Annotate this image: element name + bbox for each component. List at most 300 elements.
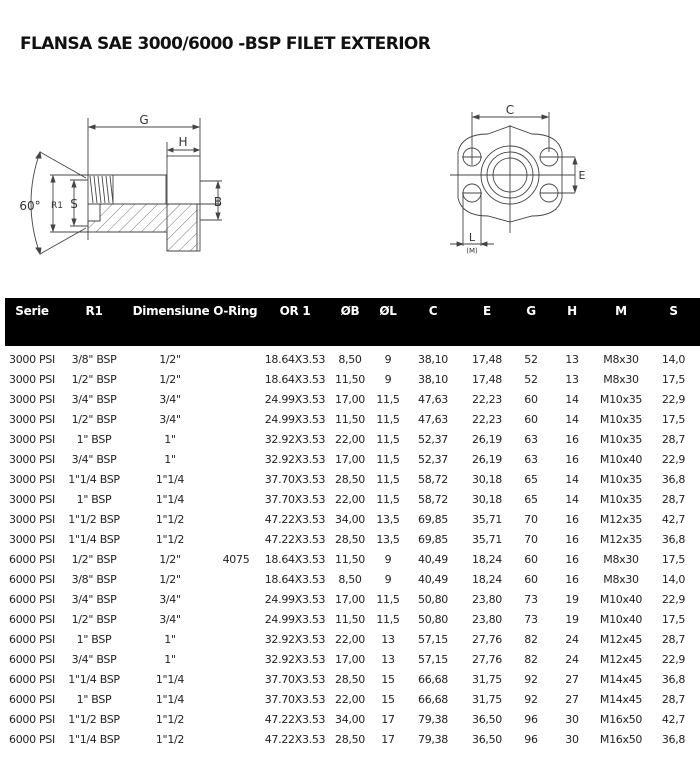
table-cell: 60 xyxy=(524,552,538,566)
table-cell: 28,50 xyxy=(335,672,365,686)
table-cell: 17,48 xyxy=(472,352,502,366)
table-cell: 37.70X3.53 xyxy=(264,492,326,506)
table-cell: 36,50 xyxy=(472,712,502,726)
table-cell: 1"1/4 BSP xyxy=(68,532,120,546)
table-cell: 73 xyxy=(524,592,538,606)
table-cell: 1"1/4 xyxy=(155,472,185,486)
table-cell: 14,0 xyxy=(661,352,686,366)
table-cell: M14x45 xyxy=(599,692,643,706)
table-cell: 17 xyxy=(381,732,395,746)
table-cell: 17 xyxy=(381,712,395,726)
table-cell: 18.64X3.53 xyxy=(264,352,326,366)
table-cell: 3/4" xyxy=(159,392,181,406)
label-c: C xyxy=(505,103,515,117)
table-cell: 3/4" xyxy=(159,592,181,606)
table-row xyxy=(5,629,700,649)
table-cell: 3000 PSI xyxy=(9,532,55,546)
table-body xyxy=(5,346,700,749)
table-cell: 34,00 xyxy=(335,512,365,526)
table-cell: M12x45 xyxy=(599,632,643,646)
table-cell: 52,37 xyxy=(418,432,448,446)
table-cell: 38,10 xyxy=(418,352,448,366)
table-cell: 6000 PSI xyxy=(9,632,55,646)
table-cell: M10x35 xyxy=(599,432,643,446)
table-cell: 26,19 xyxy=(472,452,502,466)
table-row xyxy=(5,549,700,569)
table-cell: 18,24 xyxy=(472,572,502,586)
table-cell: 3/8" BSP xyxy=(71,572,117,586)
table-cell: 1"1/4 BSP xyxy=(68,472,120,486)
front-view-outline xyxy=(450,112,577,246)
table-cell xyxy=(211,429,261,449)
table-cell: 47.22X3.53 xyxy=(264,732,326,746)
table-cell: 3000 PSI xyxy=(9,352,55,366)
hatched-section xyxy=(88,204,197,251)
table-cell: M10x40 xyxy=(599,452,643,466)
table-cell xyxy=(211,469,261,489)
table-cell: 27 xyxy=(565,692,579,706)
table-cell: 23,80 xyxy=(472,592,502,606)
table-cell: 1"1/4 BSP xyxy=(68,672,120,686)
table-row xyxy=(5,489,700,509)
table-cell: 60 xyxy=(524,392,538,406)
table-cell: 70 xyxy=(524,512,538,526)
table-cell xyxy=(211,489,261,509)
table-row xyxy=(5,429,700,449)
table-cell: 17,00 xyxy=(335,392,365,406)
table-cell: 1"1/4 BSP xyxy=(68,732,120,746)
table-cell: 6000 PSI xyxy=(9,612,55,626)
table-cell: 14 xyxy=(565,392,579,406)
flange-front-view-diagram xyxy=(430,90,610,270)
table-cell: 11,50 xyxy=(335,612,365,626)
table-cell: 11,5 xyxy=(376,592,400,606)
label-l: L xyxy=(468,231,476,244)
table-cell: 14,0 xyxy=(661,572,686,586)
table-cell: 1"1/4 xyxy=(155,672,185,686)
table-cell: 52,37 xyxy=(418,452,448,466)
table-cell: 18.64X3.53 xyxy=(264,572,326,586)
table-header-row xyxy=(5,298,700,346)
table-cell: 28,50 xyxy=(335,472,365,486)
table-cell: 22,9 xyxy=(661,592,686,606)
table-cell: 42,7 xyxy=(661,712,686,726)
table-cell: 66,68 xyxy=(418,672,448,686)
table-cell: 16 xyxy=(565,452,579,466)
table-cell: 6000 PSI xyxy=(9,552,55,566)
table-cell: 31,75 xyxy=(472,692,502,706)
table-cell: M12x35 xyxy=(599,532,643,546)
table-cell xyxy=(211,649,261,669)
table-cell: 14 xyxy=(565,472,579,486)
table-cell xyxy=(211,729,261,749)
table-cell xyxy=(211,389,261,409)
table-cell: 26,19 xyxy=(472,432,502,446)
table-cell: 57,15 xyxy=(418,652,448,666)
table-cell: M16x50 xyxy=(599,712,643,726)
table-cell: 18,24 xyxy=(472,552,502,566)
table-cell: 16 xyxy=(565,532,579,546)
table-cell xyxy=(211,629,261,649)
table-cell: 3000 PSI xyxy=(9,472,55,486)
table-cell: 9 xyxy=(384,552,392,566)
table-cell: 16 xyxy=(565,432,579,446)
table-cell: M12x35 xyxy=(599,512,643,526)
page-title: FLANSA SAE 3000/6000 -BSP FILET EXTERIOR xyxy=(20,34,431,54)
table-cell: 92 xyxy=(524,672,538,686)
table-row xyxy=(5,449,700,469)
table-cell: 3000 PSI xyxy=(9,512,55,526)
table-cell: 18.64X3.53 xyxy=(264,552,326,566)
table-cell: 15 xyxy=(381,692,395,706)
table-cell: 17,48 xyxy=(472,372,502,386)
table-cell: 69,85 xyxy=(418,512,448,526)
table-cell: 36,8 xyxy=(661,532,686,546)
table-cell: 1"1/2 xyxy=(155,532,185,546)
table-cell: 60 xyxy=(524,412,538,426)
table-cell: 28,50 xyxy=(335,732,365,746)
table-cell: 1" BSP xyxy=(76,692,112,706)
table-cell: 11,5 xyxy=(376,612,400,626)
table-cell: 30 xyxy=(565,732,579,746)
table-cell: 3000 PSI xyxy=(9,492,55,506)
table-cell: M10x35 xyxy=(599,472,643,486)
table-cell: 96 xyxy=(524,732,538,746)
label-s: S xyxy=(70,197,78,211)
table-cell: 24.99X3.53 xyxy=(264,412,326,426)
table-cell xyxy=(211,569,261,589)
table-cell: 40,49 xyxy=(418,552,448,566)
table-cell: 19 xyxy=(565,612,579,626)
table-cell: 22,9 xyxy=(661,392,686,406)
table-cell: 17,5 xyxy=(661,612,686,626)
table-row xyxy=(5,669,700,689)
table-cell: 1"1/2 xyxy=(155,512,185,526)
table-cell: 30,18 xyxy=(472,492,502,506)
table-cell: 11,5 xyxy=(376,392,400,406)
table-cell: 63 xyxy=(524,452,538,466)
table-cell: 3/4" xyxy=(159,612,181,626)
table-cell: 58,72 xyxy=(418,472,448,486)
table-row xyxy=(5,709,700,729)
table-cell: 47.22X3.53 xyxy=(264,532,326,546)
table-row xyxy=(5,346,700,369)
table-cell: 35,71 xyxy=(472,532,502,546)
table-cell: 24 xyxy=(565,632,579,646)
table-cell: 17,5 xyxy=(661,412,686,426)
table-cell xyxy=(211,369,261,389)
table-cell: 1" BSP xyxy=(76,632,112,646)
table-cell xyxy=(211,689,261,709)
table-cell: 58,72 xyxy=(418,492,448,506)
table-cell: 69,85 xyxy=(418,532,448,546)
table-cell: 22,9 xyxy=(661,452,686,466)
column-header: R1 xyxy=(59,298,129,346)
table-cell: 9 xyxy=(384,352,392,366)
table-cell: 63 xyxy=(524,432,538,446)
column-header: Dimensiune O-Ring xyxy=(129,298,261,346)
table-cell: 1/2" BSP xyxy=(71,552,117,566)
label-g: G xyxy=(139,113,149,127)
table-cell: 3/4" BSP xyxy=(71,592,117,606)
table-cell: 9 xyxy=(384,572,392,586)
table-cell: 1/2" xyxy=(159,572,181,586)
table-cell: 28,50 xyxy=(335,532,365,546)
table-cell: 52 xyxy=(524,352,538,366)
table-cell: 66,68 xyxy=(418,692,448,706)
table-cell: 38,10 xyxy=(418,372,448,386)
table-cell: 22,00 xyxy=(335,692,365,706)
table-cell: 32.92X3.53 xyxy=(264,432,326,446)
table-cell: 24.99X3.53 xyxy=(264,592,326,606)
table-row xyxy=(5,409,700,429)
table-cell: 30 xyxy=(565,712,579,726)
table-cell: 22,00 xyxy=(335,432,365,446)
table-cell: 1" xyxy=(164,432,176,446)
table-cell: 3/4" BSP xyxy=(71,652,117,666)
table-cell xyxy=(211,509,261,529)
table-cell: 1" BSP xyxy=(76,432,112,446)
table-cell: 17,5 xyxy=(661,372,686,386)
table-cell: 28,7 xyxy=(661,432,686,446)
table-cell: 82 xyxy=(524,652,538,666)
table-cell: 22,23 xyxy=(472,392,502,406)
table-cell: 1/2" BSP xyxy=(71,372,117,386)
table-cell xyxy=(211,709,261,729)
table-cell: 1" BSP xyxy=(76,492,112,506)
column-header: C xyxy=(405,298,461,346)
table-cell: 27 xyxy=(565,672,579,686)
table-row xyxy=(5,529,700,549)
table-cell: 28,7 xyxy=(661,492,686,506)
table-cell: 6000 PSI xyxy=(9,592,55,606)
table-cell: 70 xyxy=(524,532,538,546)
table-cell: 1"1/2 BSP xyxy=(68,712,120,726)
table-cell: 13 xyxy=(565,372,579,386)
table-cell: 50,80 xyxy=(418,612,448,626)
table-cell: 3000 PSI xyxy=(9,372,55,386)
table-cell: 3/8" BSP xyxy=(71,352,117,366)
table-cell: 11,5 xyxy=(376,432,400,446)
table-cell xyxy=(211,669,261,689)
table-cell: 47.22X3.53 xyxy=(264,512,326,526)
table-cell xyxy=(211,609,261,629)
table-cell: 19 xyxy=(565,592,579,606)
table-cell: M10x40 xyxy=(599,592,643,606)
table-cell: 18.64X3.53 xyxy=(264,372,326,386)
table-cell: 52 xyxy=(524,372,538,386)
table-row xyxy=(5,729,700,749)
table-cell: 36,8 xyxy=(661,472,686,486)
table-cell: 36,8 xyxy=(661,672,686,686)
table-cell: M16x50 xyxy=(599,732,643,746)
table-cell: 16 xyxy=(565,552,579,566)
table-cell: 1" xyxy=(164,632,176,646)
table-row xyxy=(5,649,700,669)
table-cell: 6000 PSI xyxy=(9,732,55,746)
table-cell: 3000 PSI xyxy=(9,412,55,426)
table-cell: 32.92X3.53 xyxy=(264,652,326,666)
table-cell: 17,00 xyxy=(335,452,365,466)
table-cell: 42,7 xyxy=(661,512,686,526)
table-cell: 13 xyxy=(565,352,579,366)
table-cell: 37.70X3.53 xyxy=(264,692,326,706)
table-cell: M10x35 xyxy=(599,492,643,506)
table-cell: 16 xyxy=(565,512,579,526)
table-cell: 3000 PSI xyxy=(9,452,55,466)
table-cell: 13 xyxy=(381,632,395,646)
table-cell: 17,00 xyxy=(335,652,365,666)
table-row xyxy=(5,569,700,589)
table-cell: 65 xyxy=(524,492,538,506)
column-header: ØB xyxy=(329,298,371,346)
table-cell: 4075 xyxy=(222,552,250,566)
table-cell: 1/2" BSP xyxy=(71,412,117,426)
table-cell: 11,5 xyxy=(376,472,400,486)
table-cell: 47,63 xyxy=(418,412,448,426)
table-cell: 73 xyxy=(524,612,538,626)
table-cell: 50,80 xyxy=(418,592,448,606)
table-cell: 1"1/2 xyxy=(155,732,185,746)
column-header: M xyxy=(595,298,647,346)
table-cell: M8x30 xyxy=(603,552,639,566)
table-cell: 34,00 xyxy=(335,712,365,726)
table-cell: 27,76 xyxy=(472,652,502,666)
table-cell: 9 xyxy=(384,372,392,386)
label-r1: R1 xyxy=(51,201,63,211)
table-cell: 11,50 xyxy=(335,412,365,426)
column-header: ØL xyxy=(371,298,405,346)
table-row xyxy=(5,369,700,389)
table-cell: M10x35 xyxy=(599,392,643,406)
table-cell: 82 xyxy=(524,632,538,646)
table-cell: 47.22X3.53 xyxy=(264,712,326,726)
table-cell: 65 xyxy=(524,472,538,486)
table-cell: 1/2" xyxy=(159,352,181,366)
table-cell: M8x30 xyxy=(603,372,639,386)
table-cell xyxy=(211,449,261,469)
table-cell: 1"1/2 BSP xyxy=(68,512,120,526)
table-cell: M12x45 xyxy=(599,652,643,666)
table-cell: 79,38 xyxy=(418,732,448,746)
table-row xyxy=(5,589,700,609)
table-cell: 8,50 xyxy=(338,352,362,366)
table-cell: 11,5 xyxy=(376,492,400,506)
column-header: S xyxy=(647,298,700,346)
table-cell: 28,7 xyxy=(661,632,686,646)
table-cell: 8,50 xyxy=(338,572,362,586)
table-cell: 96 xyxy=(524,712,538,726)
table-cell: 15 xyxy=(381,672,395,686)
table-cell: 28,7 xyxy=(661,692,686,706)
table-cell: 35,71 xyxy=(472,512,502,526)
column-header: G xyxy=(513,298,549,346)
table-row xyxy=(5,689,700,709)
table-cell: 1/2" xyxy=(159,372,181,386)
table-cell: 3/4" BSP xyxy=(71,452,117,466)
table-cell: 3/4" xyxy=(159,412,181,426)
table-cell: 6000 PSI xyxy=(9,672,55,686)
table-cell: 11,5 xyxy=(376,452,400,466)
column-header: H xyxy=(549,298,595,346)
table-cell: 1" xyxy=(164,452,176,466)
table-cell: 3000 PSI xyxy=(9,432,55,446)
table-cell: M14x45 xyxy=(599,672,643,686)
table-cell: 60 xyxy=(524,572,538,586)
table-cell xyxy=(211,346,261,369)
table-cell: 23,80 xyxy=(472,612,502,626)
table-cell: 36,50 xyxy=(472,732,502,746)
table-cell: 22,00 xyxy=(335,632,365,646)
column-header: Serie xyxy=(5,298,59,346)
table-cell: 16 xyxy=(565,572,579,586)
table-cell: 47,63 xyxy=(418,392,448,406)
label-h: H xyxy=(178,135,188,149)
table-cell: 1"1/4 xyxy=(155,692,185,706)
table-cell: 11,50 xyxy=(335,552,365,566)
label-b: B xyxy=(213,195,223,209)
table-cell: 32.92X3.53 xyxy=(264,452,326,466)
table-cell: 3000 PSI xyxy=(9,392,55,406)
table-cell: 24.99X3.53 xyxy=(264,612,326,626)
table-cell: 1/2" xyxy=(159,552,181,566)
table-row xyxy=(5,609,700,629)
specifications-table xyxy=(5,298,700,749)
table-cell xyxy=(211,529,261,549)
label-m: (M) xyxy=(466,247,478,255)
table-cell: 13,5 xyxy=(376,512,400,526)
table-cell: 22,23 xyxy=(472,412,502,426)
table-cell: 6000 PSI xyxy=(9,572,55,586)
table-cell: 11,50 xyxy=(335,372,365,386)
table-row xyxy=(5,509,700,529)
table-cell xyxy=(211,409,261,429)
table-cell: 6000 PSI xyxy=(9,712,55,726)
table-cell: 13,5 xyxy=(376,532,400,546)
table-cell: 6000 PSI xyxy=(9,692,55,706)
column-header: E xyxy=(461,298,513,346)
label-angle: 60° xyxy=(19,199,41,213)
table-cell: 17,00 xyxy=(335,592,365,606)
table-cell: 17,5 xyxy=(661,552,686,566)
table-cell: 30,18 xyxy=(472,472,502,486)
table-cell: 11,5 xyxy=(376,412,400,426)
table-cell: 37.70X3.53 xyxy=(264,472,326,486)
table-cell: M10x40 xyxy=(599,612,643,626)
table-cell: 37.70X3.53 xyxy=(264,672,326,686)
table-cell: 1/2" BSP xyxy=(71,612,117,626)
table-cell: 57,15 xyxy=(418,632,448,646)
table-cell: 32.92X3.53 xyxy=(264,632,326,646)
table-cell: 24 xyxy=(565,652,579,666)
table-cell: 22,9 xyxy=(661,652,686,666)
table-cell: 1" xyxy=(164,652,176,666)
table-cell: 14 xyxy=(565,492,579,506)
table-cell: M8x30 xyxy=(603,572,639,586)
table-cell: 1"1/4 xyxy=(155,492,185,506)
column-header: OR 1 xyxy=(261,298,329,346)
table-row xyxy=(5,389,700,409)
table-row xyxy=(5,469,700,489)
label-e: E xyxy=(578,169,586,182)
table-cell: 79,38 xyxy=(418,712,448,726)
table-cell xyxy=(211,589,261,609)
table-cell: 92 xyxy=(524,692,538,706)
table-cell: 13 xyxy=(381,652,395,666)
table-cell: 36,8 xyxy=(661,732,686,746)
table-cell: M8x30 xyxy=(603,352,639,366)
table-cell: 40,49 xyxy=(418,572,448,586)
